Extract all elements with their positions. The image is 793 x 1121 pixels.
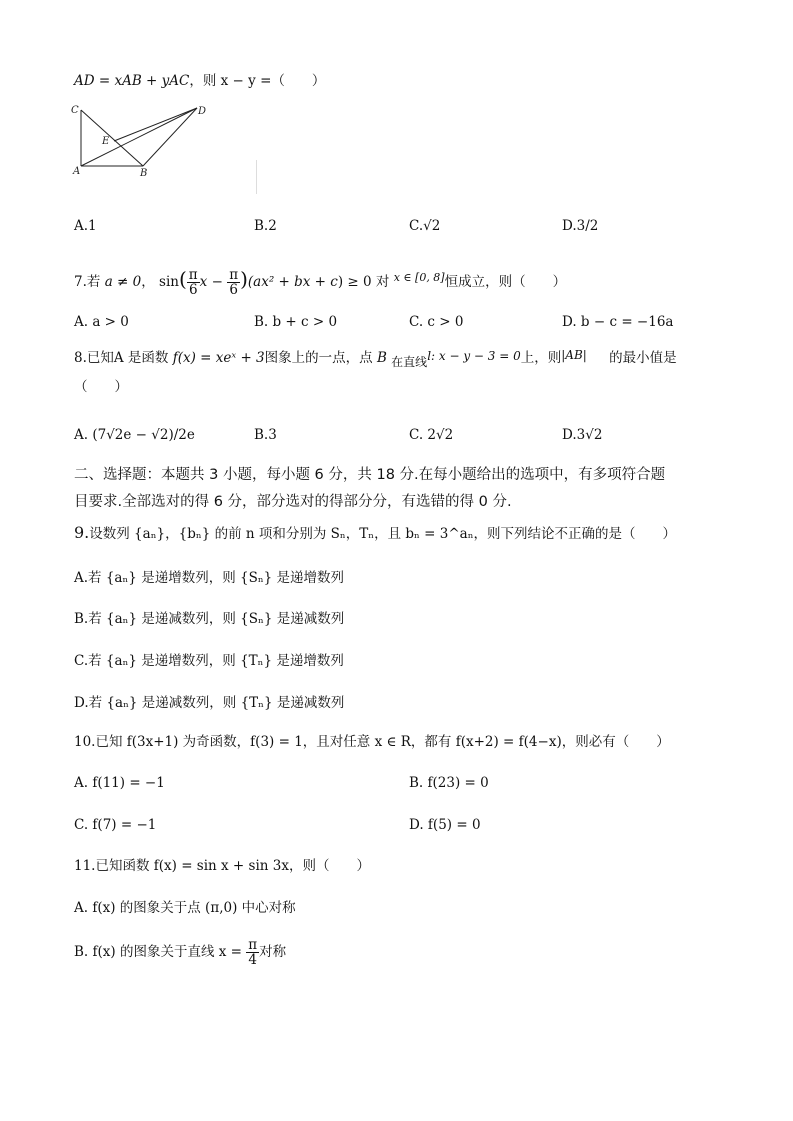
q6-option-c: C.√2 (409, 218, 441, 234)
q7-frac-pi6: $\frac{\pi}{6}$ (188, 267, 198, 298)
q6-option-d: D.3/2 (562, 218, 599, 234)
q11-stem: 11.已知函数 f(x) = sin x + sin 3x，则（ ） (74, 858, 370, 874)
q11-option-b-frac (246, 938, 259, 967)
q7-stem: 7.若 a ≠ 0， sin( $\frac{\pi}{6}$ x − $\frac{\pi}{6}$ )(ax² + bx + c) ≥ 0 对 $^{x \in [0, 8]}$恒成立，则（ ） (74, 267, 567, 298)
segment-ed (114, 108, 197, 141)
q8-stem (74, 346, 677, 371)
q8-a-is: A 是函数 (113, 350, 169, 366)
q6-option-b: B.2 (254, 218, 277, 234)
stray-mark (256, 160, 257, 194)
q10-option-d: D. f(5) = 0 (409, 817, 481, 833)
q6-vector-equation: AD = xAB + yAC (74, 73, 190, 89)
q9-option-d: D.若 {aₙ} 是递减数列，则 {Tₙ} 是递减数列 (74, 695, 345, 711)
label-c: C (71, 105, 79, 116)
q8-head: 8.已知 (74, 350, 114, 366)
q7-condition: a ≠ 0 (104, 274, 142, 290)
q7-frac-pi6b: $\frac{\pi}{6}$ (229, 267, 239, 298)
q8-line: l: x − y − 3 = 0 (427, 349, 521, 363)
q11-frac-den: 4 (248, 952, 257, 968)
q9-text: 设数列 {aₙ}，{bₙ} 的前 n 项和分别为 Sₙ，Tₙ，且 bₙ = 3^aₙ，则下列结论不正确的是（ ） (89, 526, 677, 542)
q9-option-b: B.若 {aₙ} 是递减数列，则 {Sₙ} 是递减数列 (74, 611, 345, 627)
q7-number: 7.若 (74, 274, 101, 290)
q10-option-a: A. f(11) = −1 (74, 775, 165, 791)
label-b: B (140, 168, 148, 179)
q8-option-b: B.3 (254, 427, 277, 443)
segment-bd (143, 108, 197, 166)
q8-option-d: D.3√2 (562, 427, 603, 443)
q8-up: 上，则 (520, 350, 562, 366)
q9-option-a: A.若 {aₙ} 是递增数列，则 {Sₙ} 是递增数列 (74, 570, 345, 586)
section2-line2: 目要求.全部选对的得 6 分，部分选对的得部分分，有选错的得 0 分. (74, 494, 512, 510)
q8-mid: 图象上的一点，点 (264, 350, 373, 366)
label-d: D (198, 106, 207, 117)
q9-option-c: C.若 {aₙ} 是递增数列，则 {Tₙ} 是递增数列 (74, 653, 344, 669)
label-e: E (102, 136, 110, 147)
q10-option-c: C. f(7) = −1 (74, 817, 157, 833)
segment-cb (81, 110, 143, 166)
q7-ineq-tail: ≥ 0 对 (347, 274, 390, 290)
q7-domain: x ∈ [0, 8] (393, 271, 445, 284)
q7-option-a: A. a > 0 (74, 314, 129, 330)
q11-frac-num: π (248, 937, 258, 953)
q11-option-a: A. f(x) 的图象关于点 (π,0) 中心对称 (74, 900, 296, 916)
q11-option-b (74, 938, 286, 967)
q6-stem-tail: ，则 x − y =（ ） (189, 73, 326, 89)
q8-ab: |AB| (561, 348, 587, 362)
q8-paren: （ ） (74, 379, 128, 395)
section2-line1: 二、选择题：本题共 3 小题，每小题 6 分，共 18 分.在每小题给出的选项中，有多项符合题 (74, 467, 666, 483)
q10-option-b: B. f(23) = 0 (409, 775, 489, 791)
q8-function: f(x) = xeˣ + 3 (172, 350, 265, 366)
q6-stem (74, 72, 325, 90)
q7-tail: 恒成立，则（ ） (444, 274, 567, 290)
q10-stem: 10.已知 f(3x+1) 为奇函数，f(3) = 1，且对任意 x ∈ R，都有 f(x+2) = f(4−x)，则必有（ ） (74, 734, 670, 750)
segment-ad (81, 108, 197, 166)
q6-option-a: A.1 (74, 218, 97, 234)
q9-stem (74, 524, 676, 543)
q7-option-d: D. b − c = −16a (562, 314, 674, 330)
q11-option-b-post: 对称 (259, 944, 287, 960)
q8-point-b: B (376, 350, 387, 366)
q11-option-b-pre: B. f(x) 的图象关于直线 x = (74, 944, 242, 960)
q7-sin: sin (159, 274, 179, 290)
q7-option-b: B. b + c > 0 (254, 314, 338, 330)
q9-number: 9. (74, 523, 90, 542)
q8-option-c: C. 2√2 (409, 427, 454, 443)
q8-tail: 的最小值是 (609, 350, 677, 366)
q7-option-c: C. c > 0 (409, 314, 464, 330)
q6-geometry-figure (68, 100, 218, 182)
q8-on-line: 在直线 (391, 355, 428, 369)
label-a: A (73, 166, 81, 177)
q8-option-a: A. (7√2e − √2)/2e (74, 427, 195, 443)
